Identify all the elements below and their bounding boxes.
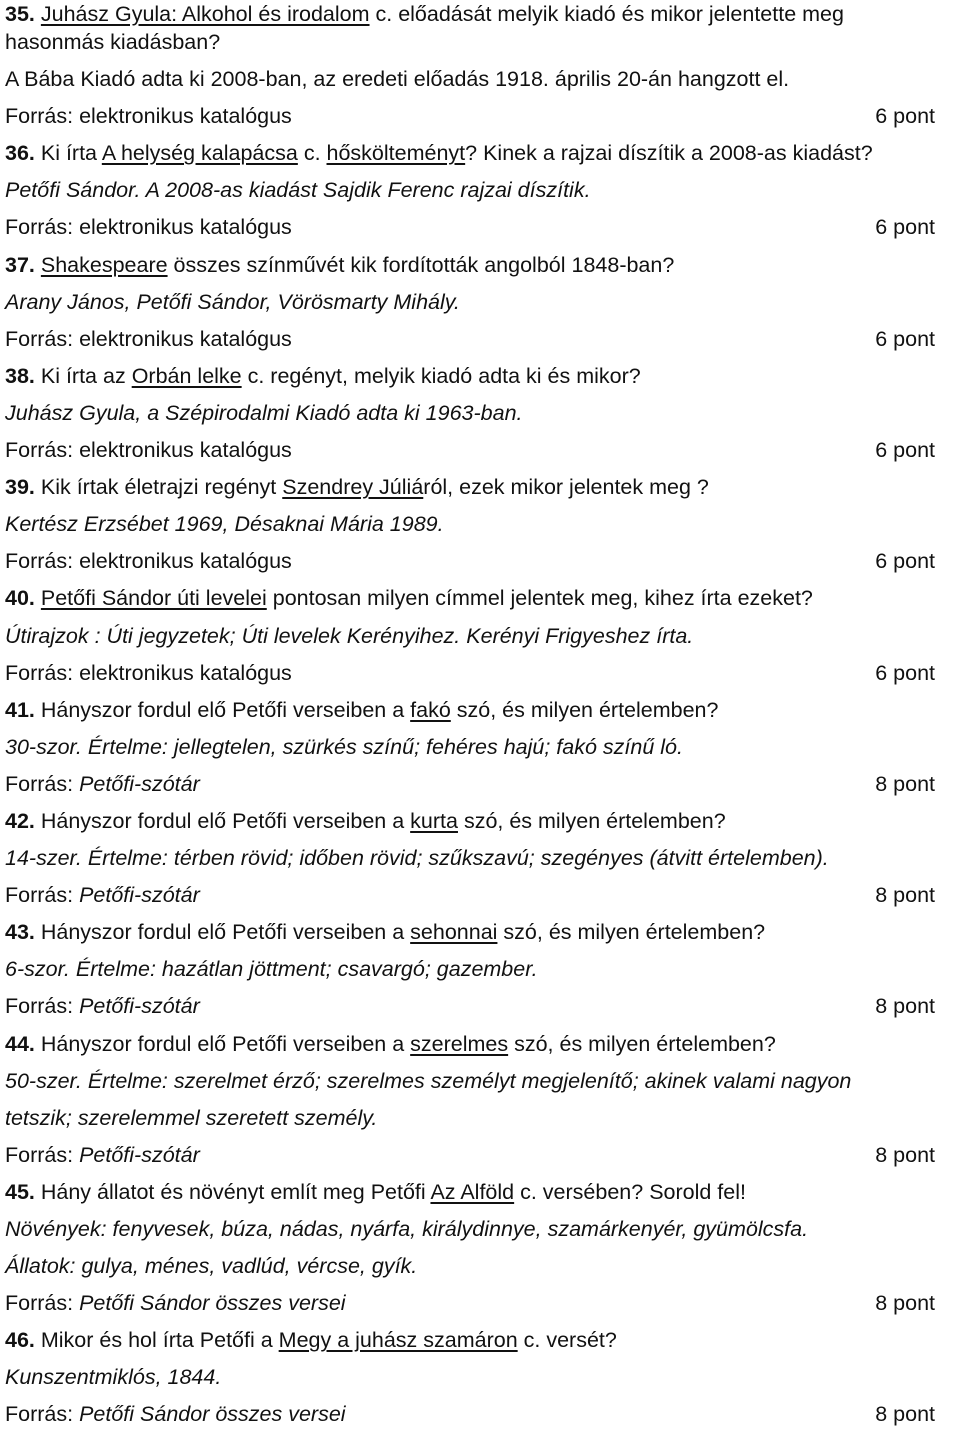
source-line (5, 325, 935, 362)
points-value: 6 pont (875, 215, 935, 240)
question-block (5, 918, 935, 1029)
question-text: összes színművét kik fordították angolból 1848-ban? (167, 252, 675, 277)
points-value: 8 pont (875, 1142, 935, 1167)
question-block (5, 0, 935, 139)
question-number: 42. (5, 808, 35, 833)
question-block (5, 696, 935, 807)
question-text: Kik írtak életrajzi regényt (34, 475, 283, 500)
question-line (5, 918, 935, 955)
question-line (5, 1030, 935, 1067)
question-text: c. versét? (517, 1328, 617, 1353)
question-text: ? Kinek a rajzai díszítik a 2008-as kiadást? (465, 141, 873, 166)
underlined-title: Megy a juhász szamáron (278, 1328, 518, 1353)
source-label: Forrás: (5, 326, 74, 351)
source-value: elektronikus katalógus (79, 104, 292, 129)
source-label: Forrás: (5, 215, 74, 240)
answer-line: Kunszentmiklós, 1844. (5, 1365, 222, 1390)
answer-line: tetszik; szerelemmel szeretett személy. (5, 1105, 378, 1130)
source-value: elektronikus katalógus (79, 215, 292, 240)
source-label: Forrás: (5, 771, 74, 796)
source-line (5, 102, 935, 139)
question-line (5, 473, 935, 510)
question-text: Mikor és hol írta Petőfi a (34, 1328, 279, 1353)
question-block (5, 362, 935, 473)
underlined-title: fakó (410, 697, 451, 722)
question-number: 36. (5, 141, 35, 166)
question-line (5, 584, 935, 621)
source-line (5, 436, 935, 473)
underlined-title: Shakespeare (40, 252, 168, 277)
question-text: szó, és milyen értelemben? (497, 920, 766, 945)
question-text: Hányszor fordul elő Petőfi verseiben a (34, 1031, 411, 1056)
answer-line: Petőfi Sándor. A 2008-as kiadást Sajdik Ferenc rajzai díszítik. (5, 178, 591, 203)
question-text: Hányszor fordul elő Petőfi verseiben a (34, 697, 411, 722)
source-value: elektronikus katalógus (79, 326, 292, 351)
question-block (5, 1326, 935, 1437)
question-number: 44. (5, 1031, 35, 1056)
source-label: Forrás: (5, 1402, 74, 1427)
source-value: Petőfi Sándor összes versei (79, 1291, 346, 1316)
question-text: Ki írta az (34, 363, 132, 388)
source-value: Petőfi-szótár (79, 883, 200, 908)
points-value: 6 pont (875, 104, 935, 129)
question-text: Hányszor fordul elő Petőfi verseiben a (34, 920, 411, 945)
answer-line: Állatok: gulya, ménes, vadlúd, vércse, gyík. (5, 1254, 418, 1279)
points-value: 8 pont (875, 883, 935, 908)
question-block (5, 139, 935, 250)
answer-line: 14-szer. Értelme: térben rövid; időben rövid; szűkszavú; szegényes (átvitt értelemben). (5, 846, 829, 871)
question-line (5, 362, 935, 399)
source-line (5, 659, 935, 696)
source-label: Forrás: (5, 438, 74, 463)
answer-line: Útirajzok : Úti jegyzetek; Úti levelek Kerényihez. Kerényi Frigyeshez írta. (5, 623, 694, 648)
question-block (5, 473, 935, 584)
source-label: Forrás: (5, 104, 74, 129)
question-text: c. előadását melyik kiadó és mikor jelentette meg (369, 2, 844, 26)
question-number: 41. (5, 697, 35, 722)
source-line (5, 547, 935, 584)
question-text: pontosan milyen címmel jelentek meg, kihez írta ezeket? (266, 586, 813, 611)
source-line (5, 1289, 935, 1326)
source-value: Petőfi-szótár (79, 994, 200, 1019)
question-block (5, 1030, 935, 1178)
answer-line: 30-szor. Értelme: jellegtelen, szürkés színű; fehéres hajú; fakó színű ló. (5, 734, 683, 759)
question-text: Hányszor fordul elő Petőfi verseiben a (34, 808, 411, 833)
source-line (5, 1141, 935, 1178)
answer-line: A Bába Kiadó adta ki 2008-ban, az eredeti előadás 1918. április 20-án hangzott el. (5, 67, 790, 92)
underlined-title: A helység kalapácsa (101, 141, 298, 166)
points-value: 8 pont (875, 1402, 935, 1427)
answer-line: 6-szor. Értelme: hazátlan jöttment; csavargó; gazember. (5, 957, 538, 982)
points-value: 6 pont (875, 326, 935, 351)
question-text: szó, és milyen értelemben? (457, 808, 726, 833)
answer-line: Kertész Erzsébet 1969, Désaknai Mária 1989. (5, 512, 444, 537)
question-number: 46. (5, 1328, 35, 1353)
underlined-title: szerelmes (410, 1031, 509, 1056)
question-line (5, 139, 935, 176)
question-block (5, 251, 935, 362)
question-text: Hány állatot és növényt említ meg Petőfi (34, 1179, 431, 1204)
question-number: 39. (5, 475, 35, 500)
source-value: elektronikus katalógus (79, 438, 292, 463)
underlined-title: Szendrey Júliá (282, 475, 424, 500)
answer-line: Növények: fenyvesek, búza, nádas, nyárfa, királydinnye, szamárkenyér, gyümölcsfa. (5, 1217, 809, 1241)
question-block (5, 584, 935, 695)
source-value: elektronikus katalógus (79, 660, 292, 685)
points-value: 6 pont (875, 660, 935, 685)
points-value: 6 pont (875, 549, 935, 574)
source-label: Forrás: (5, 994, 74, 1019)
question-line (5, 807, 935, 844)
question-line (5, 251, 935, 288)
question-text: szó, és milyen értelemben? (450, 697, 719, 722)
source-line (5, 992, 935, 1029)
question-number: 45. (5, 1179, 35, 1204)
question-text: Ki írta (34, 141, 102, 166)
underlined-title: Orbán lelke (131, 363, 242, 388)
question-block (5, 807, 935, 918)
source-value: Petőfi-szótár (79, 1142, 200, 1167)
question-text: c. (297, 141, 327, 166)
source-line (5, 1400, 935, 1437)
question-line (5, 696, 935, 733)
source-label: Forrás: (5, 549, 74, 574)
question-line-continued: hasonmás kiadásban? (5, 30, 221, 54)
underlined-title: Az Alföld (430, 1179, 515, 1204)
question-text: szó, és milyen értelemben? (508, 1031, 776, 1056)
points-value: 6 pont (875, 438, 935, 463)
quiz-document (5, 0, 935, 1438)
points-value: 8 pont (875, 771, 935, 796)
underlined-title: hőskölteményt (326, 141, 466, 166)
question-number: 37. (5, 252, 35, 277)
source-line (5, 770, 935, 807)
source-value: Petőfi Sándor összes versei (79, 1402, 346, 1427)
question-text: c. versében? Sorold fel! (514, 1179, 746, 1204)
question-number: 40. (5, 586, 35, 611)
answer-line: Arany János, Petőfi Sándor, Vörösmarty Mihály. (5, 289, 460, 314)
source-label: Forrás: (5, 1142, 74, 1167)
source-line (5, 213, 935, 250)
question-text: c. regényt, melyik kiadó adta ki és mikor? (241, 363, 641, 388)
underlined-title: Juhász Gyula: Alkohol és irodalom (40, 2, 370, 26)
answer-line: Juhász Gyula, a Szépirodalmi Kiadó adta ki 1963-ban. (5, 400, 523, 425)
source-label: Forrás: (5, 883, 74, 908)
question-number: 38. (5, 363, 35, 388)
underlined-title: Petőfi Sándor úti levelei (40, 586, 267, 611)
source-line (5, 881, 935, 918)
source-label: Forrás: (5, 1291, 74, 1316)
underlined-title: kurta (410, 808, 458, 833)
source-label: Forrás: (5, 660, 74, 685)
question-text: ról, ezek mikor jelentek meg ? (423, 475, 709, 500)
question-line (5, 0, 935, 28)
source-value: elektronikus katalógus (79, 549, 292, 574)
question-number: 35. (5, 2, 35, 26)
underlined-title: sehonnai (410, 920, 498, 945)
answer-line: 50-szer. Értelme: szerelmet érző; szerelmes személyt megjelenítő; akinek valami nagyon (5, 1068, 852, 1093)
question-line (5, 1326, 935, 1363)
question-block (5, 1178, 935, 1326)
question-number: 43. (5, 920, 35, 945)
points-value: 8 pont (875, 994, 935, 1019)
points-value: 8 pont (875, 1291, 935, 1316)
question-line (5, 1178, 935, 1215)
source-value: Petőfi-szótár (79, 771, 200, 796)
